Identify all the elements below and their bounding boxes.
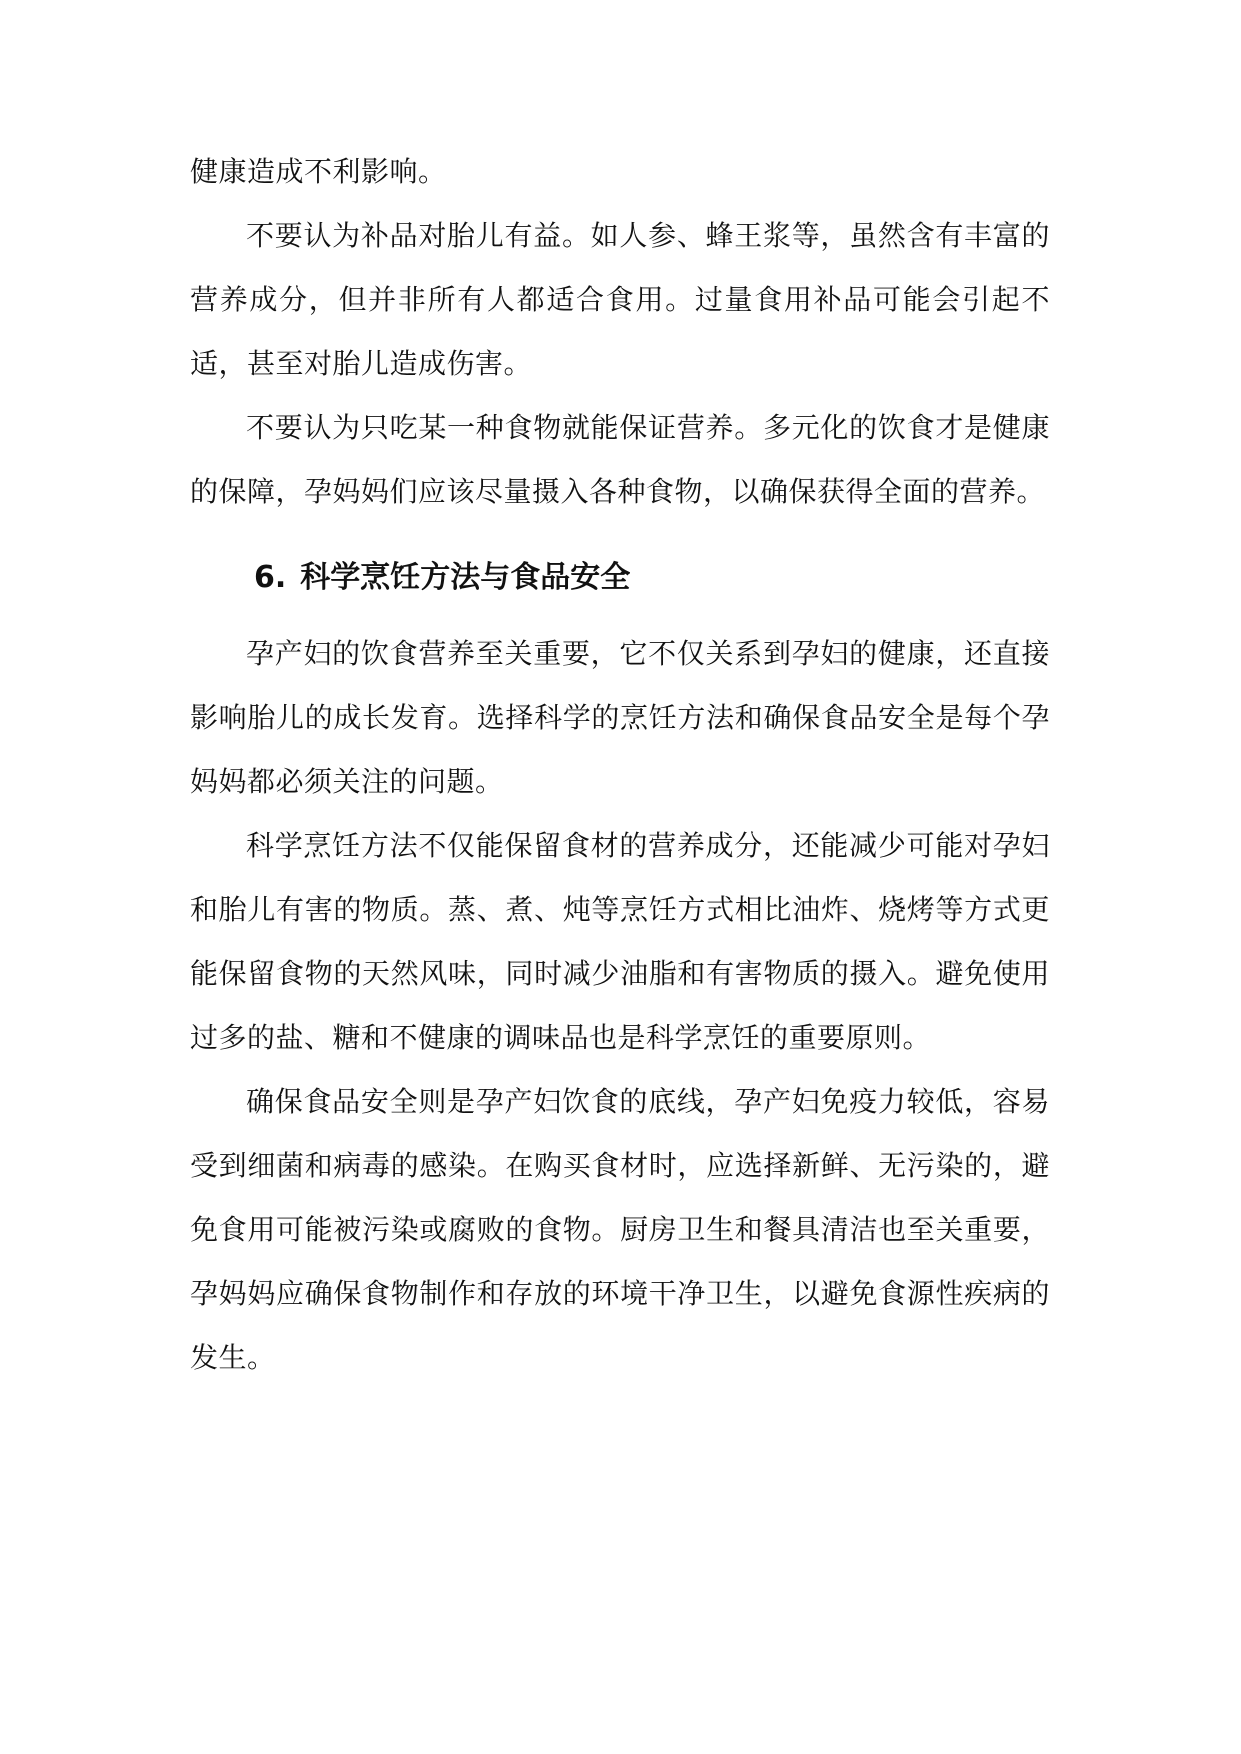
section-heading: [190, 546, 1050, 610]
paragraph-cooking-methods: 科学烹饪方法不仅能保留食材的营养成分，还能减少可能对孕妇和胎儿有害的物质。蒸、煮、炖等烹饪方式相比油炸、烧烤等方式更能保留食物的天然风味，同时减少油脂和有害物质的摄入。避免使用过多的盐、糖和不健康的调味品也是科学烹饪的重要原则。: [190, 829, 1050, 1054]
page-content: [190, 140, 1050, 1390]
paragraph-supplements: 不要认为补品对胎儿有益。如人参、蜂王浆等，虽然含有丰富的营养成分，但并非所有人都适合食用。过量食用补品可能会引起不适，甚至对胎儿造成伤害。: [190, 219, 1050, 380]
paragraph-intro: 孕产妇的饮食营养至关重要，它不仅关系到孕妇的健康，还直接影响胎儿的成长发育。选择科学的烹饪方法和确保食品安全是每个孕妈妈都必须关注的问题。: [190, 637, 1050, 798]
section-title: 科学烹饪方法与食品安全: [300, 560, 631, 595]
paragraph-continuation: 健康造成不利影响。: [190, 155, 447, 188]
paragraph-food-safety: 确保食品安全则是孕产妇饮食的底线，孕产妇免疫力较低，容易受到细菌和病毒的感染。在购买食材时，应选择新鲜、无污染的，避免食用可能被污染或腐败的食物。厨房卫生和餐具清洁也至关重要，孕妈妈应确保食物制作和存放的环境干净卫生，以避免食源性疾病的发生。: [190, 1085, 1050, 1374]
section-number: 6.: [254, 560, 287, 595]
paragraph-diverse-diet: 不要认为只吃某一种食物就能保证营养。多元化的饮食才是健康的保障，孕妈妈们应该尽量摄入各种食物，以确保获得全面的营养。: [190, 411, 1050, 508]
